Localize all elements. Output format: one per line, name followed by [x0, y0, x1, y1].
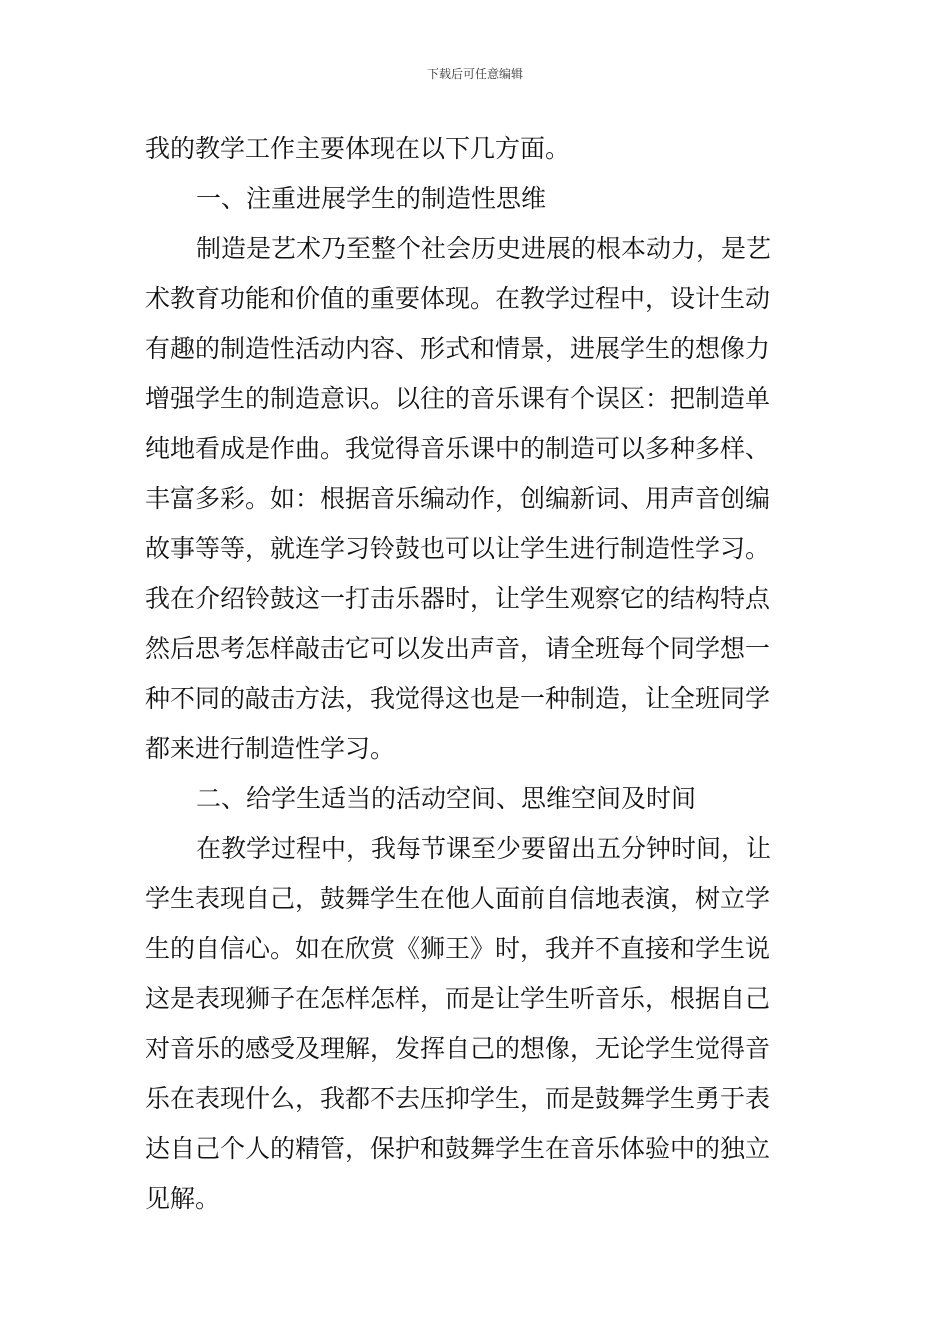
- page-header: 下载后可任意编辑: [426, 67, 523, 81]
- text-line: 生的自信心。如在欣赏《狮王》时，我并不直接和学生说: [145, 934, 771, 963]
- text-line: 故事等等，就连学习铃鼓也可以让学生进行制造性学习。: [145, 534, 771, 563]
- section-heading-2: 二、给学生适当的活动空间、思维空间及时间: [196, 784, 697, 813]
- text-line: 增强学生的制造意识。以往的音乐课有个误区：把制造单: [145, 384, 771, 413]
- text-line: 有趣的制造性活动内容、形式和情景，进展学生的想像力: [145, 334, 771, 363]
- text-block: [145, 124, 810, 1224]
- document-body: [145, 124, 810, 1224]
- section-heading-1: 一、注重进展学生的制造性思维: [196, 184, 547, 213]
- text-line: 达自己个人的精管，保护和鼓舞学生在音乐体验中的独立: [145, 1134, 771, 1163]
- text-line: 都来进行制造性学习。: [145, 734, 396, 763]
- text-line: 我的教学工作主要体现在以下几方面。: [145, 134, 571, 163]
- text-line: 丰富多彩。如：根据音乐编动作，创编新词、用声音创编: [145, 484, 771, 513]
- text-line: 然后思考怎样敲击它可以发出声音，请全班每个同学想一: [145, 634, 771, 663]
- text-line: 学生表现自己，鼓舞学生在他人面前自信地表演，树立学: [145, 884, 771, 913]
- text-line: 乐在表现什么，我都不去压抑学生，而是鼓舞学生勇于表: [145, 1084, 771, 1113]
- text-line: 制造是艺术乃至整个社会历史进展的根本动力，是艺: [196, 234, 772, 263]
- text-line: 对音乐的感受及理解，发挥自己的想像，无论学生觉得音: [145, 1034, 771, 1063]
- text-line: 这是表现狮子在怎样怎样，而是让学生听音乐，根据自己: [145, 984, 771, 1013]
- text-line: 种不同的敲击方法，我觉得这也是一种制造，让全班同学: [145, 684, 771, 713]
- text-line: 我在介绍铃鼓这一打击乐器时，让学生观察它的结构特点: [145, 584, 771, 613]
- text-line: 纯地看成是作曲。我觉得音乐课中的制造可以多种多样、: [145, 434, 771, 463]
- text-line: 见解。: [145, 1184, 221, 1213]
- text-line: 在教学过程中，我每节课至少要留出五分钟时间，让: [196, 834, 772, 863]
- text-line: 术教育功能和价值的重要体现。在教学过程中，设计生动: [145, 284, 771, 313]
